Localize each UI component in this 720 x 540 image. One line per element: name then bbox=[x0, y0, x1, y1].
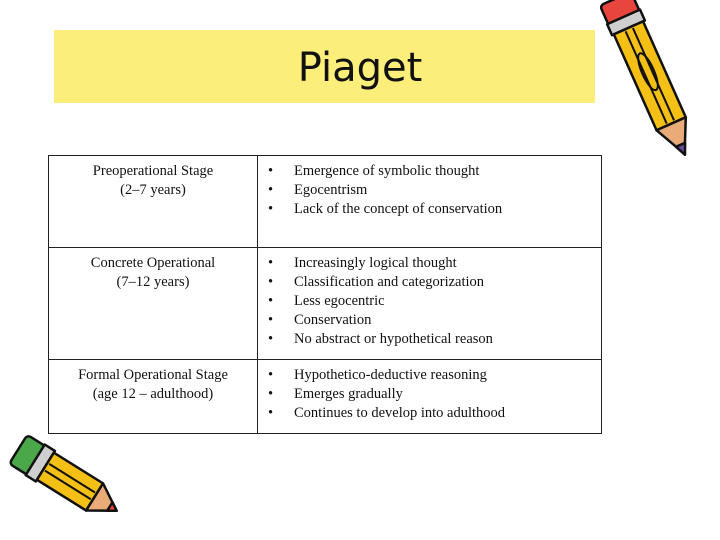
list-item bbox=[268, 200, 595, 219]
stage-cell bbox=[49, 360, 258, 434]
pencil-icon bbox=[600, 0, 710, 170]
characteristics-list bbox=[268, 254, 595, 349]
stage-cell bbox=[49, 156, 258, 248]
characteristic-text: Classification and categorization bbox=[294, 274, 485, 290]
characteristics-cell bbox=[258, 156, 602, 248]
bullet: • bbox=[268, 293, 274, 309]
bullet: • bbox=[268, 367, 274, 383]
stage-name: Concrete Operational bbox=[90, 255, 216, 271]
characteristic-text: Increasingly logical thought bbox=[294, 255, 457, 271]
characteristic-text: Egocentrism bbox=[294, 182, 368, 198]
characteristic-text: Lack of the concept of conservation bbox=[294, 201, 503, 217]
characteristics-list bbox=[268, 366, 595, 423]
characteristic-text: No abstract or hypothetical reason bbox=[294, 331, 493, 347]
characteristic-text: Less egocentric bbox=[294, 293, 385, 309]
characteristics-cell bbox=[258, 360, 602, 434]
pencil-icon bbox=[0, 430, 130, 535]
table-row bbox=[49, 360, 602, 434]
list-item bbox=[268, 254, 595, 273]
stage-age: (age 12 – adulthood) bbox=[92, 386, 214, 402]
bullet: • bbox=[268, 163, 274, 179]
bullet: • bbox=[268, 255, 274, 271]
bullet: • bbox=[268, 182, 274, 198]
stage-name: Preoperational Stage bbox=[92, 163, 214, 179]
list-item bbox=[268, 330, 595, 349]
list-item bbox=[268, 181, 595, 200]
stage-age: (7–12 years) bbox=[116, 274, 190, 290]
characteristic-text: Emerges gradually bbox=[294, 386, 403, 402]
characteristic-text: Continues to develop into adulthood bbox=[294, 405, 506, 421]
list-item bbox=[268, 292, 595, 311]
stage-age: (2–7 years) bbox=[120, 182, 186, 198]
stage-name: Formal Operational Stage bbox=[78, 367, 228, 383]
bullet: • bbox=[268, 201, 274, 217]
characteristic-text: Hypothetico-deductive reasoning bbox=[294, 367, 487, 383]
list-item bbox=[268, 385, 595, 404]
table-row bbox=[49, 248, 602, 360]
stage-cell bbox=[49, 248, 258, 360]
list-item bbox=[268, 404, 595, 423]
characteristic-text: Conservation bbox=[294, 312, 372, 328]
list-item bbox=[268, 273, 595, 292]
slide-title: Piaget bbox=[297, 45, 423, 91]
list-item bbox=[268, 311, 595, 330]
list-item bbox=[268, 162, 595, 181]
bullet: • bbox=[268, 274, 274, 290]
stages-table bbox=[48, 155, 602, 434]
characteristics-list bbox=[268, 162, 595, 219]
bullet: • bbox=[268, 405, 274, 421]
bullet: • bbox=[268, 312, 274, 328]
bullet: • bbox=[268, 386, 274, 402]
table-row bbox=[49, 156, 602, 248]
characteristics-cell bbox=[258, 248, 602, 360]
characteristic-text: Emergence of symbolic thought bbox=[294, 163, 480, 179]
list-item bbox=[268, 366, 595, 385]
bullet: • bbox=[268, 331, 274, 347]
